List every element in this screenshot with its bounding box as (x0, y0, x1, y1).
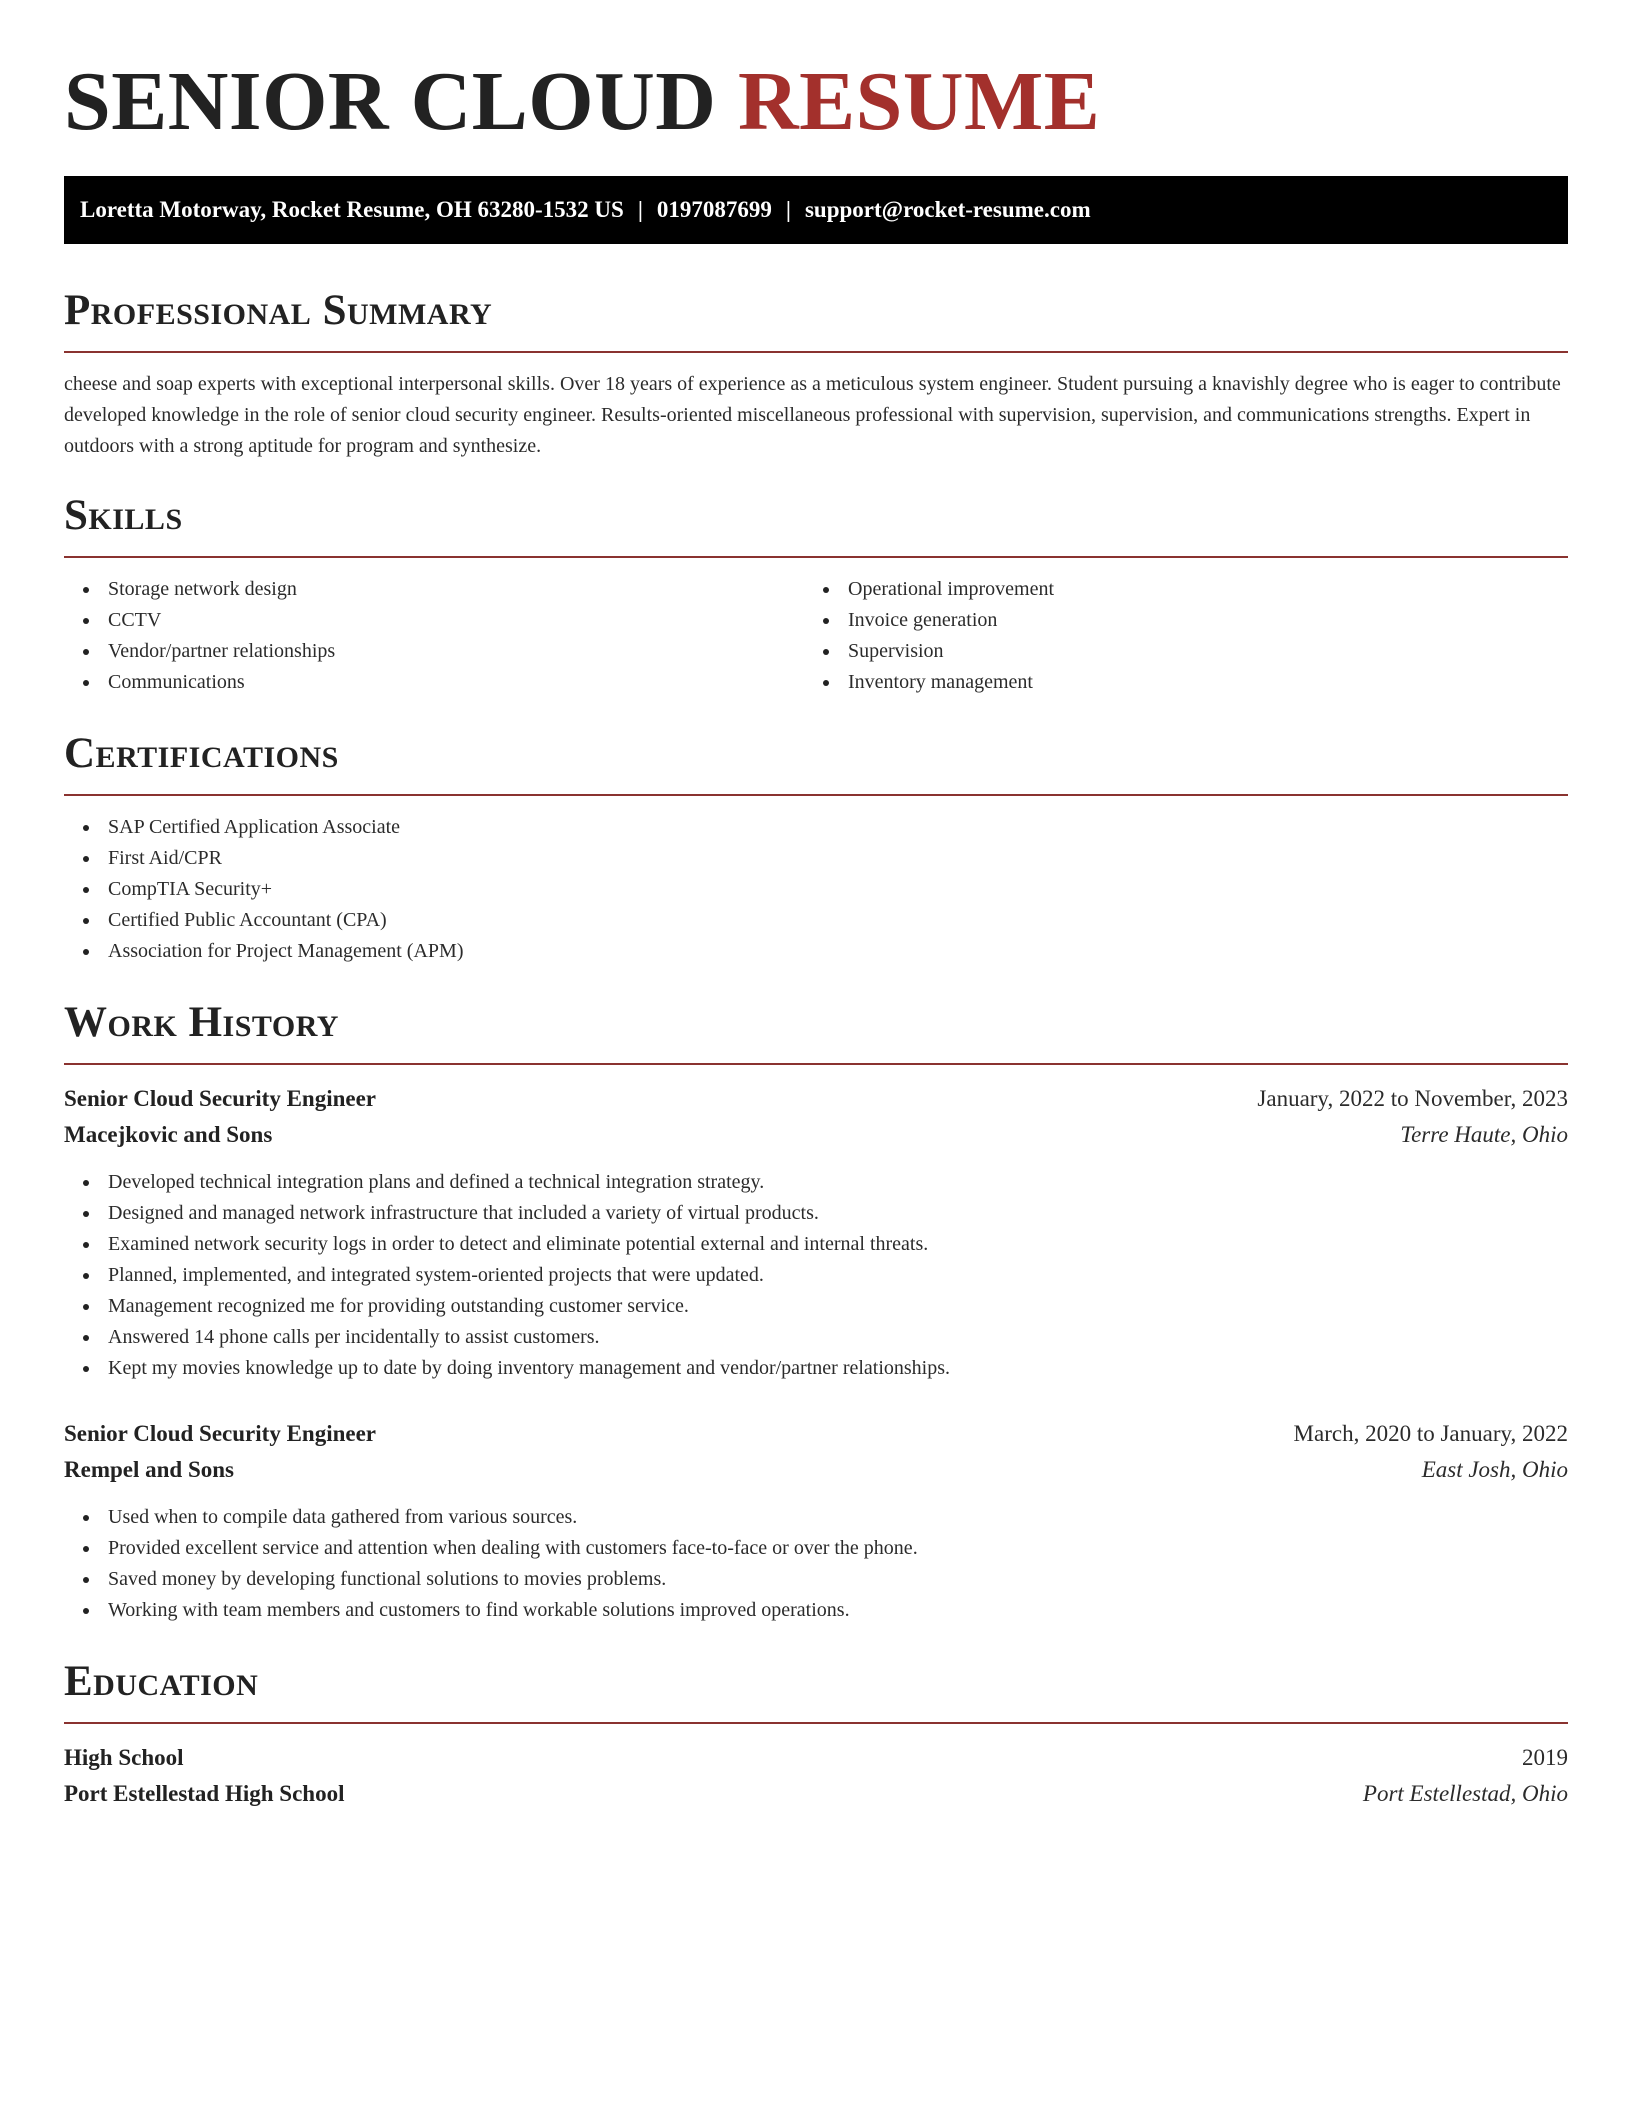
job-bullets (64, 1167, 1568, 1384)
job-bullet: Saved money by developing functional solutions to movies problems. (64, 1564, 1568, 1595)
job-bullet: Developed technical integration plans and defined a technical integration strategy. (64, 1167, 1568, 1198)
certification-item: CompTIA Security+ (64, 874, 1568, 905)
contact-email: support@rocket-resume.com (804, 197, 1091, 222)
summary-section (64, 283, 1568, 462)
skills-list-left (64, 574, 804, 698)
job-entry (64, 1416, 1568, 1626)
contact-bar (64, 176, 1568, 244)
section-title-work-history: Work History (64, 999, 339, 1046)
contact-separator: | (785, 197, 791, 222)
job-bullet: Examined network security logs in order to detect and eliminate potential external and internal threats. (64, 1229, 1568, 1260)
education-location: Port Estellestad, Ohio (1362, 1781, 1568, 1806)
job-entry (64, 1081, 1568, 1384)
section-title-skills: Skills (64, 492, 183, 539)
skill-item: Vendor/partner relationships (64, 636, 804, 667)
job-bullet: Planned, implemented, and integrated system-oriented projects that were updated. (64, 1260, 1568, 1291)
resume-title-accent: RESUME (737, 55, 1101, 148)
job-company: Rempel and Sons (64, 1457, 234, 1482)
education-header-row (64, 1740, 1568, 1776)
section-title-certifications: Certifications (64, 730, 339, 777)
contact-phone: 0197087699 (656, 197, 772, 222)
skills-grid (64, 558, 1568, 698)
job-company-row (64, 1117, 1568, 1153)
skills-list-right (804, 574, 1544, 698)
certification-item: Certified Public Accountant (CPA) (64, 905, 1568, 936)
job-company-row (64, 1452, 1568, 1488)
job-header-row (64, 1081, 1568, 1117)
job-bullet: Management recognized me for providing outstanding customer service. (64, 1291, 1568, 1322)
job-location: East Josh, Ohio (1421, 1457, 1568, 1482)
certifications-list (64, 812, 1568, 967)
certification-item: SAP Certified Application Associate (64, 812, 1568, 843)
job-bullet: Designed and managed network infrastructure that included a variety of virtual products. (64, 1198, 1568, 1229)
skill-item: Supervision (804, 636, 1544, 667)
resume-title-main: SENIOR CLOUD (64, 55, 717, 148)
section-divider (64, 1063, 1568, 1065)
job-bullet: Kept my movies knowledge up to date by doing inventory management and vendor/partner relationships. (64, 1353, 1568, 1384)
work-history-section (64, 995, 1568, 1626)
section-divider (64, 1722, 1568, 1724)
job-title: Senior Cloud Security Engineer (64, 1421, 377, 1446)
job-company: Macejkovic and Sons (64, 1122, 273, 1147)
resume-page (64, 0, 1568, 1812)
certification-item: First Aid/CPR (64, 843, 1568, 874)
skill-item: Storage network design (64, 574, 804, 605)
job-bullet: Answered 14 phone calls per incidentally to assist customers. (64, 1322, 1568, 1353)
skill-item: Invoice generation (804, 605, 1544, 636)
section-title-education: Education (64, 1658, 259, 1705)
certification-item: Association for Project Management (APM) (64, 936, 1568, 967)
job-bullet: Provided excellent service and attention when dealing with customers face-to-face or over the phone. (64, 1533, 1568, 1564)
contact-separator: | (637, 197, 643, 222)
resume-title (64, 0, 1568, 152)
education-year: 2019 (1522, 1745, 1568, 1770)
job-bullet: Working with team members and customers to find workable solutions improved operations. (64, 1595, 1568, 1626)
skill-item: Communications (64, 667, 804, 698)
certifications-section (64, 726, 1568, 967)
skill-item: CCTV (64, 605, 804, 636)
job-dates: March, 2020 to January, 2022 (1293, 1421, 1568, 1446)
job-header-row (64, 1416, 1568, 1452)
job-bullet: Used when to compile data gathered from various sources. (64, 1502, 1568, 1533)
education-entry (64, 1740, 1568, 1812)
education-degree: High School (64, 1745, 184, 1770)
section-divider (64, 351, 1568, 353)
skill-item: Operational improvement (804, 574, 1544, 605)
job-dates: January, 2022 to November, 2023 (1257, 1086, 1568, 1111)
contact-address: Loretta Motorway, Rocket Resume, OH 63280-1532 US (80, 197, 624, 222)
section-title-summary: Professional Summary (64, 287, 493, 334)
education-section (64, 1654, 1568, 1812)
education-school: Port Estellestad High School (64, 1781, 345, 1806)
section-divider (64, 794, 1568, 796)
education-school-row (64, 1776, 1568, 1812)
job-bullets (64, 1502, 1568, 1626)
job-title: Senior Cloud Security Engineer (64, 1086, 377, 1111)
summary-text: cheese and soap experts with exceptional interpersonal skills. Over 18 years of experience as a meticulous system engineer. Student pursuing a knavishly degree who is eager to contribute developed knowledge in the role of senior cloud security engineer. Results-oriented miscellaneous professional with supervision, supervision, and communications strengths. Expert in outdoors with a strong aptitude for program and synthesize. (64, 373, 1561, 457)
job-location: Terre Haute, Ohio (1400, 1122, 1568, 1147)
skills-section (64, 488, 1568, 698)
skill-item: Inventory management (804, 667, 1544, 698)
